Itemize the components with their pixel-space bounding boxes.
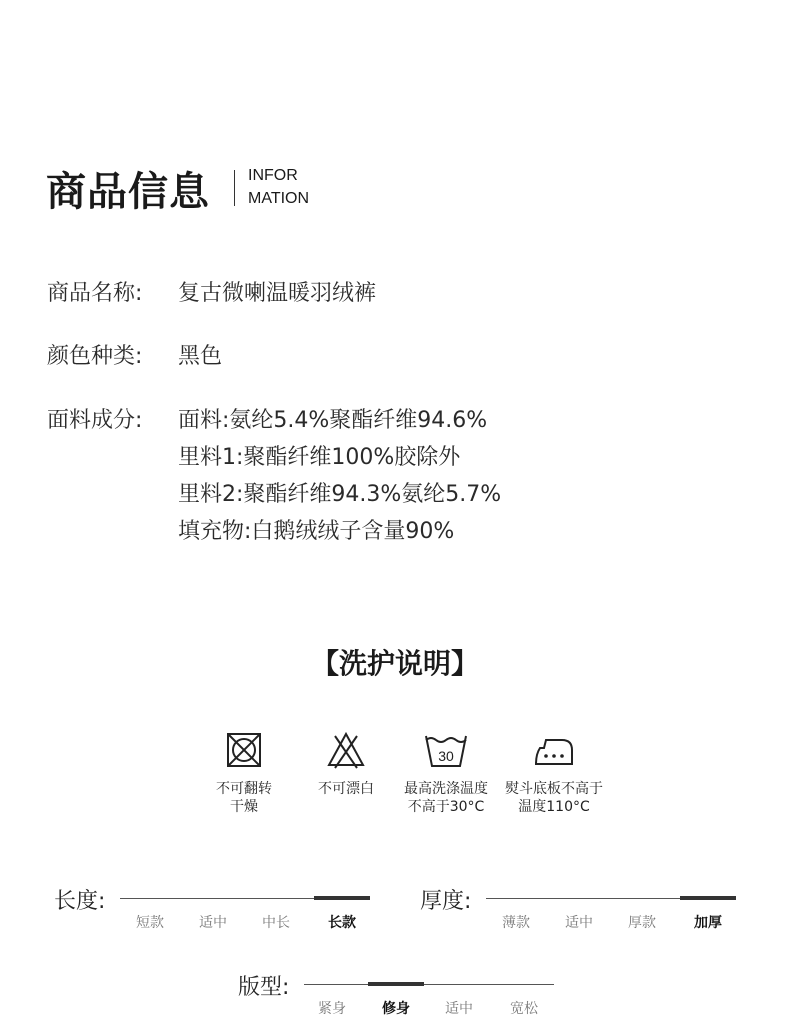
care-text-line1: 不可翻转	[216, 781, 272, 797]
fit-scale-track	[304, 984, 554, 985]
fabric-line-filling: 填充物:白鹅绒绒子含量90%	[178, 519, 455, 544]
title-divider	[234, 170, 235, 206]
title-english-line1: INFOR	[248, 167, 298, 184]
care-text-line2: 干燥	[230, 799, 258, 815]
care-text-line1: 熨斗底板不高于	[505, 781, 603, 797]
fabric-label: 面料成分:	[47, 408, 143, 433]
fabric-line-lining1: 里料1:聚酯纤维100%胶除外	[178, 445, 461, 470]
color-label: 颜色种类:	[47, 344, 143, 369]
length-option-short: 短款	[136, 915, 164, 931]
title-english	[248, 164, 309, 210]
thickness-option-thick: 厚款	[628, 915, 656, 931]
thickness-option-thin: 薄款	[502, 915, 530, 931]
thickness-option-extra-thick: 加厚	[694, 915, 722, 931]
thickness-option-medium: 适中	[565, 915, 593, 931]
iron-icon	[532, 730, 576, 770]
thickness-label: 厚度:	[420, 889, 472, 914]
title-english-line2: MATION	[248, 190, 310, 207]
color-value: 黑色	[178, 344, 223, 369]
fit-option-loose: 宽松	[510, 1001, 538, 1017]
care-text-line2: 温度110°C	[518, 799, 590, 815]
fit-option-slim: 修身	[382, 1001, 410, 1017]
fit-scale-indicator	[368, 982, 424, 986]
fit-option-regular: 适中	[445, 1001, 473, 1017]
page-title: 商品信息	[46, 169, 210, 215]
no-tumble-dry-icon	[224, 730, 264, 770]
wash-temp-label: 30	[438, 748, 454, 764]
length-scale-indicator	[314, 896, 370, 900]
no-bleach-icon	[326, 730, 366, 770]
length-label: 长度:	[54, 889, 106, 914]
care-item-wash-30	[386, 730, 506, 816]
care-text-line2: 不高于30°C	[407, 799, 485, 815]
care-text-line1: 最高洗涤温度	[404, 781, 488, 797]
care-text-line1: 不可漂白	[318, 781, 374, 797]
wash-30-icon	[423, 730, 469, 770]
product-name-value: 复古微喇温暖羽绒裤	[178, 281, 377, 306]
fit-label: 版型:	[238, 975, 290, 1000]
length-option-mid-long: 中长	[262, 915, 290, 931]
fabric-line-lining2: 里料2:聚酯纤维94.3%氨纶5.7%	[178, 482, 502, 507]
length-option-medium: 适中	[199, 915, 227, 931]
care-section-title: 【洗护说明】	[310, 647, 479, 680]
fabric-line-outer: 面料:氨纶5.4%聚酯纤维94.6%	[178, 408, 488, 433]
fit-option-tight: 紧身	[318, 1001, 346, 1017]
care-item-iron	[494, 730, 614, 816]
product-name-label: 商品名称:	[47, 281, 143, 306]
thickness-scale-indicator	[680, 896, 736, 900]
length-option-long: 长款	[328, 915, 356, 931]
